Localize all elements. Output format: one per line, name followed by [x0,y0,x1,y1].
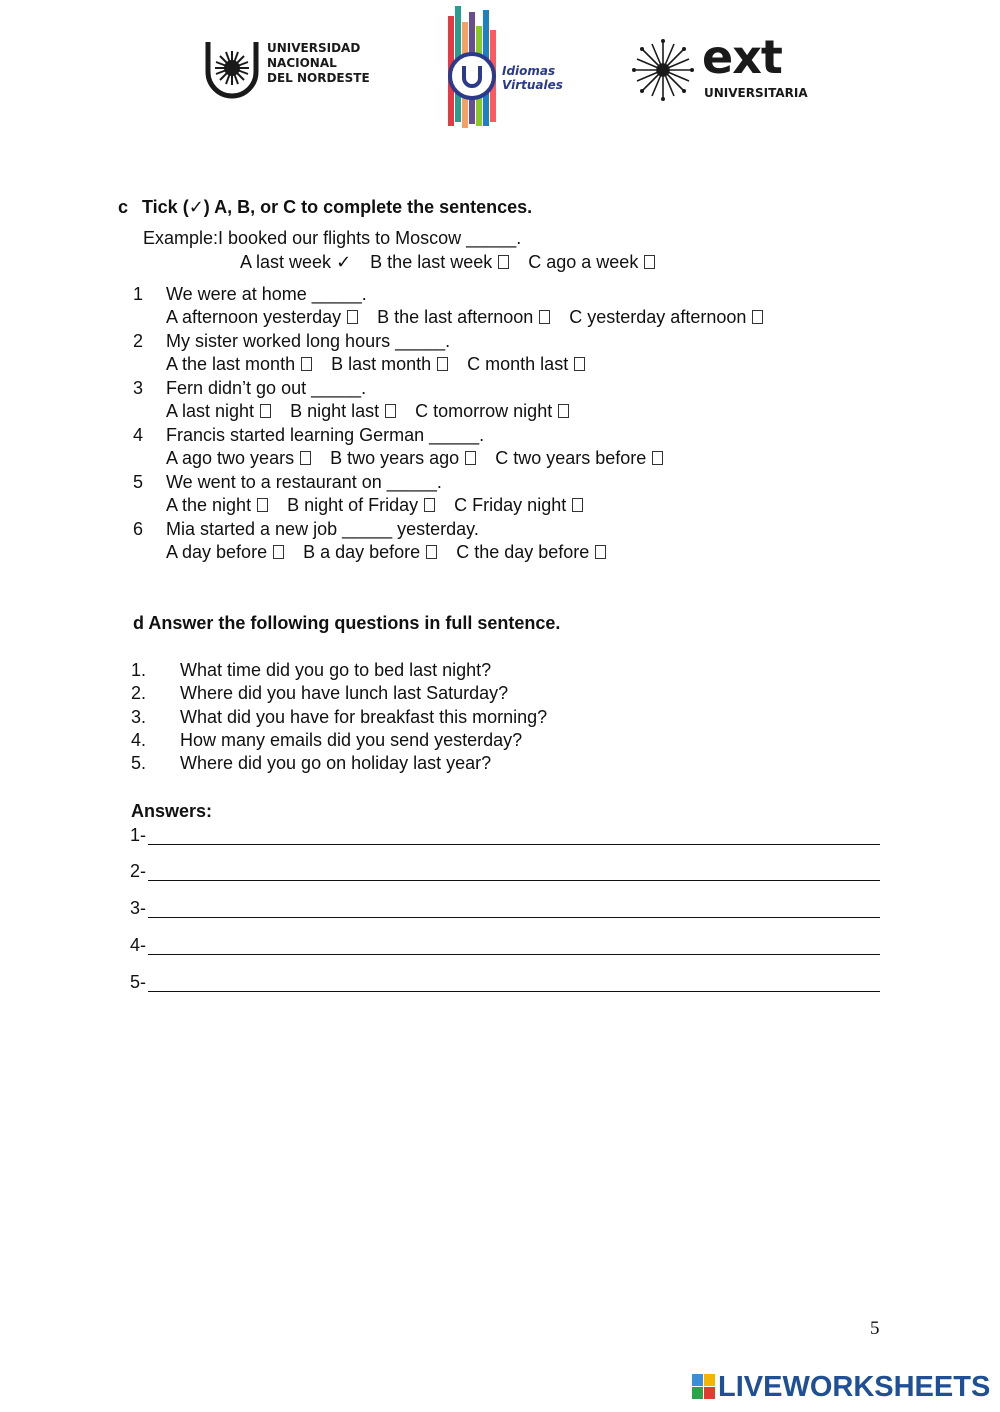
question-number: 6 [133,519,144,539]
idiomas-towers-icon [444,2,504,130]
answers-title: Answers: [131,801,213,821]
answer-label: 1- [130,825,147,845]
question-sentence: My sister worked long hours _____. [166,331,451,351]
list-item-question: What did you have for breakfast this morning? [180,707,548,727]
example-option-c: C ago a week [528,252,639,272]
section-c-title: Tick (✓) A, B, or C to complete the sentences. [142,197,533,217]
question-number: 5 [133,472,144,492]
answer-label: 2- [130,861,147,881]
liveworksheets-logo [692,1370,992,1404]
list-item-question: Where did you have lunch last Saturday? [180,683,509,703]
question-options [166,494,597,517]
unne-line2: NACIONAL [267,56,337,70]
answer-label: 5- [130,972,147,992]
list-item-number: 3. [131,707,147,727]
option-b: B night last [290,401,380,421]
question-options [166,541,620,564]
question-options [166,447,677,470]
page-number: 5 [870,1318,880,1339]
question-options [166,306,777,329]
option-b: B the last afternoon [377,307,534,327]
option-a: A last night [166,401,255,421]
question-sentence: Mia started a new job _____ yesterday. [166,519,479,539]
ext-sub: UNIVERSITARIA [704,86,808,100]
option-b: B night of Friday [287,495,419,515]
list-item-number: 4. [131,730,147,750]
option-b: B last month [331,354,432,374]
checkbox[interactable] [385,404,396,418]
unne-seal-icon [203,38,261,100]
question-number: 1 [133,284,144,304]
question-sentence: We went to a restaurant on _____. [166,472,442,492]
unne-line3: DEL NORDESTE [267,71,370,85]
option-a: A the night [166,495,252,515]
checkbox[interactable] [300,451,311,465]
question-options [166,353,599,376]
checkbox[interactable] [347,310,358,324]
idiomas-line1: Idiomas [502,64,556,78]
checkbox[interactable] [644,255,655,269]
example-tick-mark: ✓ [336,252,352,272]
list-item-number: 1. [131,660,147,680]
idiomas-line2: Virtuales [502,78,563,92]
option-b: B a day before [303,542,421,562]
checkbox[interactable] [558,404,569,418]
checkbox[interactable] [539,310,550,324]
checkbox[interactable] [595,545,606,559]
ext-logo [630,30,810,102]
checkbox[interactable] [260,404,271,418]
liveworksheets-blocks-icon [692,1374,716,1400]
answer-line-3[interactable] [130,897,880,921]
checkbox[interactable] [301,357,312,371]
option-c: C Friday night [454,495,567,515]
option-a: A the last month [166,354,296,374]
option-a: A afternoon yesterday [166,307,342,327]
example-sentence: Example:I booked our flights to Moscow _____. [143,228,522,248]
example-option-b: B the last week [370,252,493,272]
checkbox[interactable] [574,357,585,371]
question-number: 4 [133,425,144,445]
ext-word: ext [702,30,782,84]
list-item-number: 5. [131,753,147,773]
checkbox[interactable] [257,498,268,512]
list-item-question: What time did you go to bed last night? [180,660,492,680]
answer-line-1[interactable] [130,824,880,848]
section-c-letter: c [118,197,129,217]
example-option-a: A last week [240,252,332,272]
option-c: C the day before [456,542,590,562]
unne-logo [203,38,383,102]
checkbox[interactable] [752,310,763,324]
checkbox[interactable] [465,451,476,465]
answer-line-4[interactable] [130,934,880,958]
answer-label: 3- [130,898,147,918]
option-a: A ago two years [166,448,295,468]
question-number: 2 [133,331,144,351]
checkbox[interactable] [424,498,435,512]
answer-line-5[interactable] [130,971,880,995]
liveworksheets-wordmark: LIVEWORKSHEETS [718,1371,991,1403]
ext-sunburst-icon [630,38,696,102]
option-c: C yesterday afternoon [569,307,747,327]
list-item-question: How many emails did you send yesterday? [180,730,523,750]
question-sentence: Francis started learning German _____. [166,425,485,445]
question-sentence: Fern didn’t go out _____. [166,378,367,398]
example-options [240,251,669,274]
checkbox[interactable] [273,545,284,559]
checkbox[interactable] [426,545,437,559]
list-item-question: Where did you go on holiday last year? [180,753,492,773]
section-d-title: d Answer the following questions in full sentence. [133,613,561,633]
unne-line1: UNIVERSIDAD [267,41,361,55]
answer-label: 4- [130,935,147,955]
checkbox[interactable] [572,498,583,512]
option-c: C two years before [495,448,647,468]
question-sentence: We were at home _____. [166,284,367,304]
option-b: B two years ago [330,448,460,468]
checkbox[interactable] [498,255,509,269]
option-c: C tomorrow night [415,401,553,421]
checkbox[interactable] [437,357,448,371]
option-c: C month last [467,354,569,374]
question-number: 3 [133,378,144,398]
question-options [166,400,583,423]
answer-line-2[interactable] [130,860,880,884]
idiomas-virtuales-logo [444,2,574,130]
option-a: A day before [166,542,268,562]
checkbox[interactable] [652,451,663,465]
list-item-number: 2. [131,683,147,703]
